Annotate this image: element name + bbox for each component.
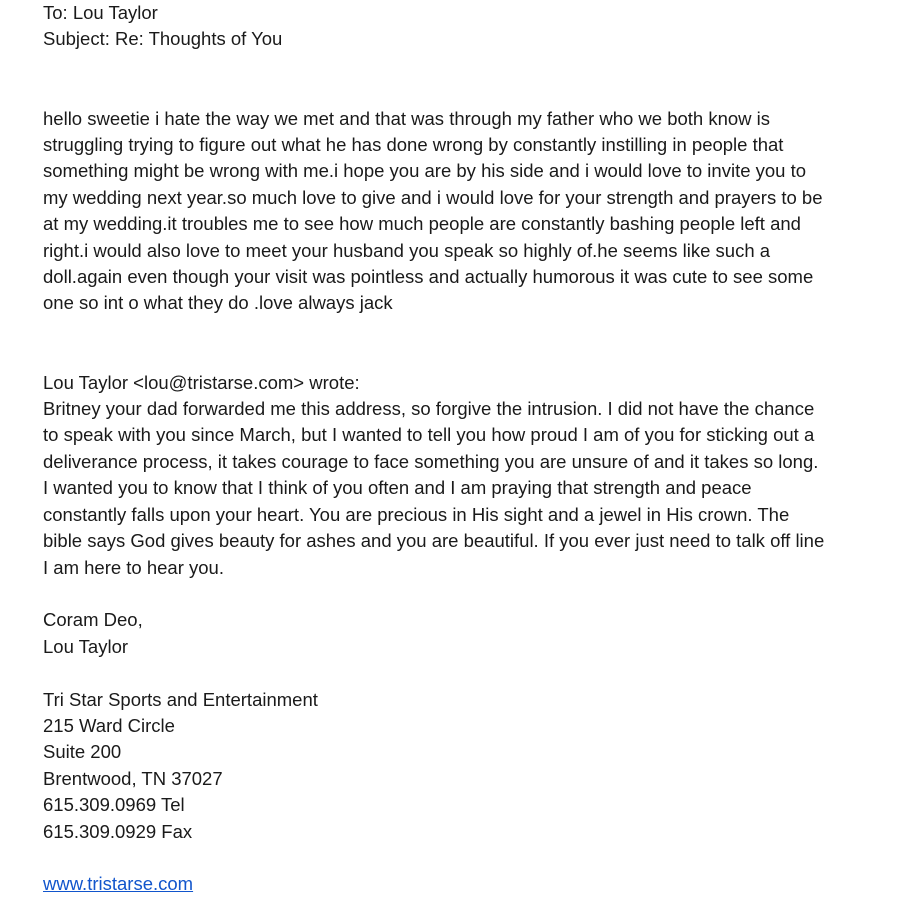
reply-body [43,106,873,317]
reply-line: doll.again even though your visit was pointless and actually humorous it was cute to see some [43,266,814,288]
company-name: Tri Star Sports and Entertainment [43,688,318,710]
email-header [43,0,873,53]
website-block [43,871,873,897]
quote-attribution: Lou Taylor <lou@tristarse.com> wrote: [43,371,360,393]
reply-line: right.i would also love to meet your husband you speak so highly of.he seems like such a [43,239,771,261]
reply-line: something might be wrong with me.i hope you are by his side and i would love to invite you to [43,160,807,182]
reply-line: my wedding next year.so much love to give and i would love for your strength and prayers to be [43,186,823,208]
quoted-line: I wanted you to know that I think of you often and I am praying that strength and peace [43,477,752,499]
spacer [43,581,873,607]
subject-line: Subject: Re: Thoughts of You [43,28,283,50]
spacer [43,317,873,370]
reply-line: struggling trying to figure out what he has done wrong by constantly instilling in people that [43,134,784,156]
quoted-line: to speak with you since March, but I wanted to tell you how proud I am of you for sticking out a [43,424,815,446]
quoted-line: I am here to hear you. [43,556,224,578]
reply-line: hello sweetie i hate the way we met and that was through my father who we both know is [43,107,771,129]
quoted-message [43,370,873,581]
quoted-line: bible says God gives beauty for ashes and you are beautiful. If you ever just need to talk off line [43,530,825,552]
closing: Coram Deo, [43,609,143,631]
signer-name: Lou Taylor [43,635,129,657]
phone-tel: 615.309.0969 Tel [43,794,185,816]
phone-fax: 615.309.0929 Fax [43,820,193,842]
quoted-line: Britney your dad forwarded me this address, so forgive the intrusion. I did not have the chance [43,398,815,420]
street-address: 215 Ward Circle [43,714,175,736]
website-link[interactable]: www.tristarse.com [43,873,194,895]
quoted-line: deliverance process, it takes courage to face something you are unsure of and it takes so long. [43,450,819,472]
signature-block [43,687,873,845]
to-line: To: Lou Taylor [43,2,158,23]
spacer [43,660,873,686]
reply-line: at my wedding.it troubles me to see how much people are constantly bashing people left and [43,213,801,235]
city-state-zip: Brentwood, TN 37027 [43,767,223,789]
suite: Suite 200 [43,741,122,763]
quoted-line: constantly falls upon your heart. You are precious in His sight and a jewel in His crown. The [43,503,790,525]
spacer [43,53,873,106]
email-document [43,0,873,898]
reply-line: one so int o what they do .love always jack [43,292,393,314]
spacer [43,845,873,871]
closing-block [43,607,873,660]
